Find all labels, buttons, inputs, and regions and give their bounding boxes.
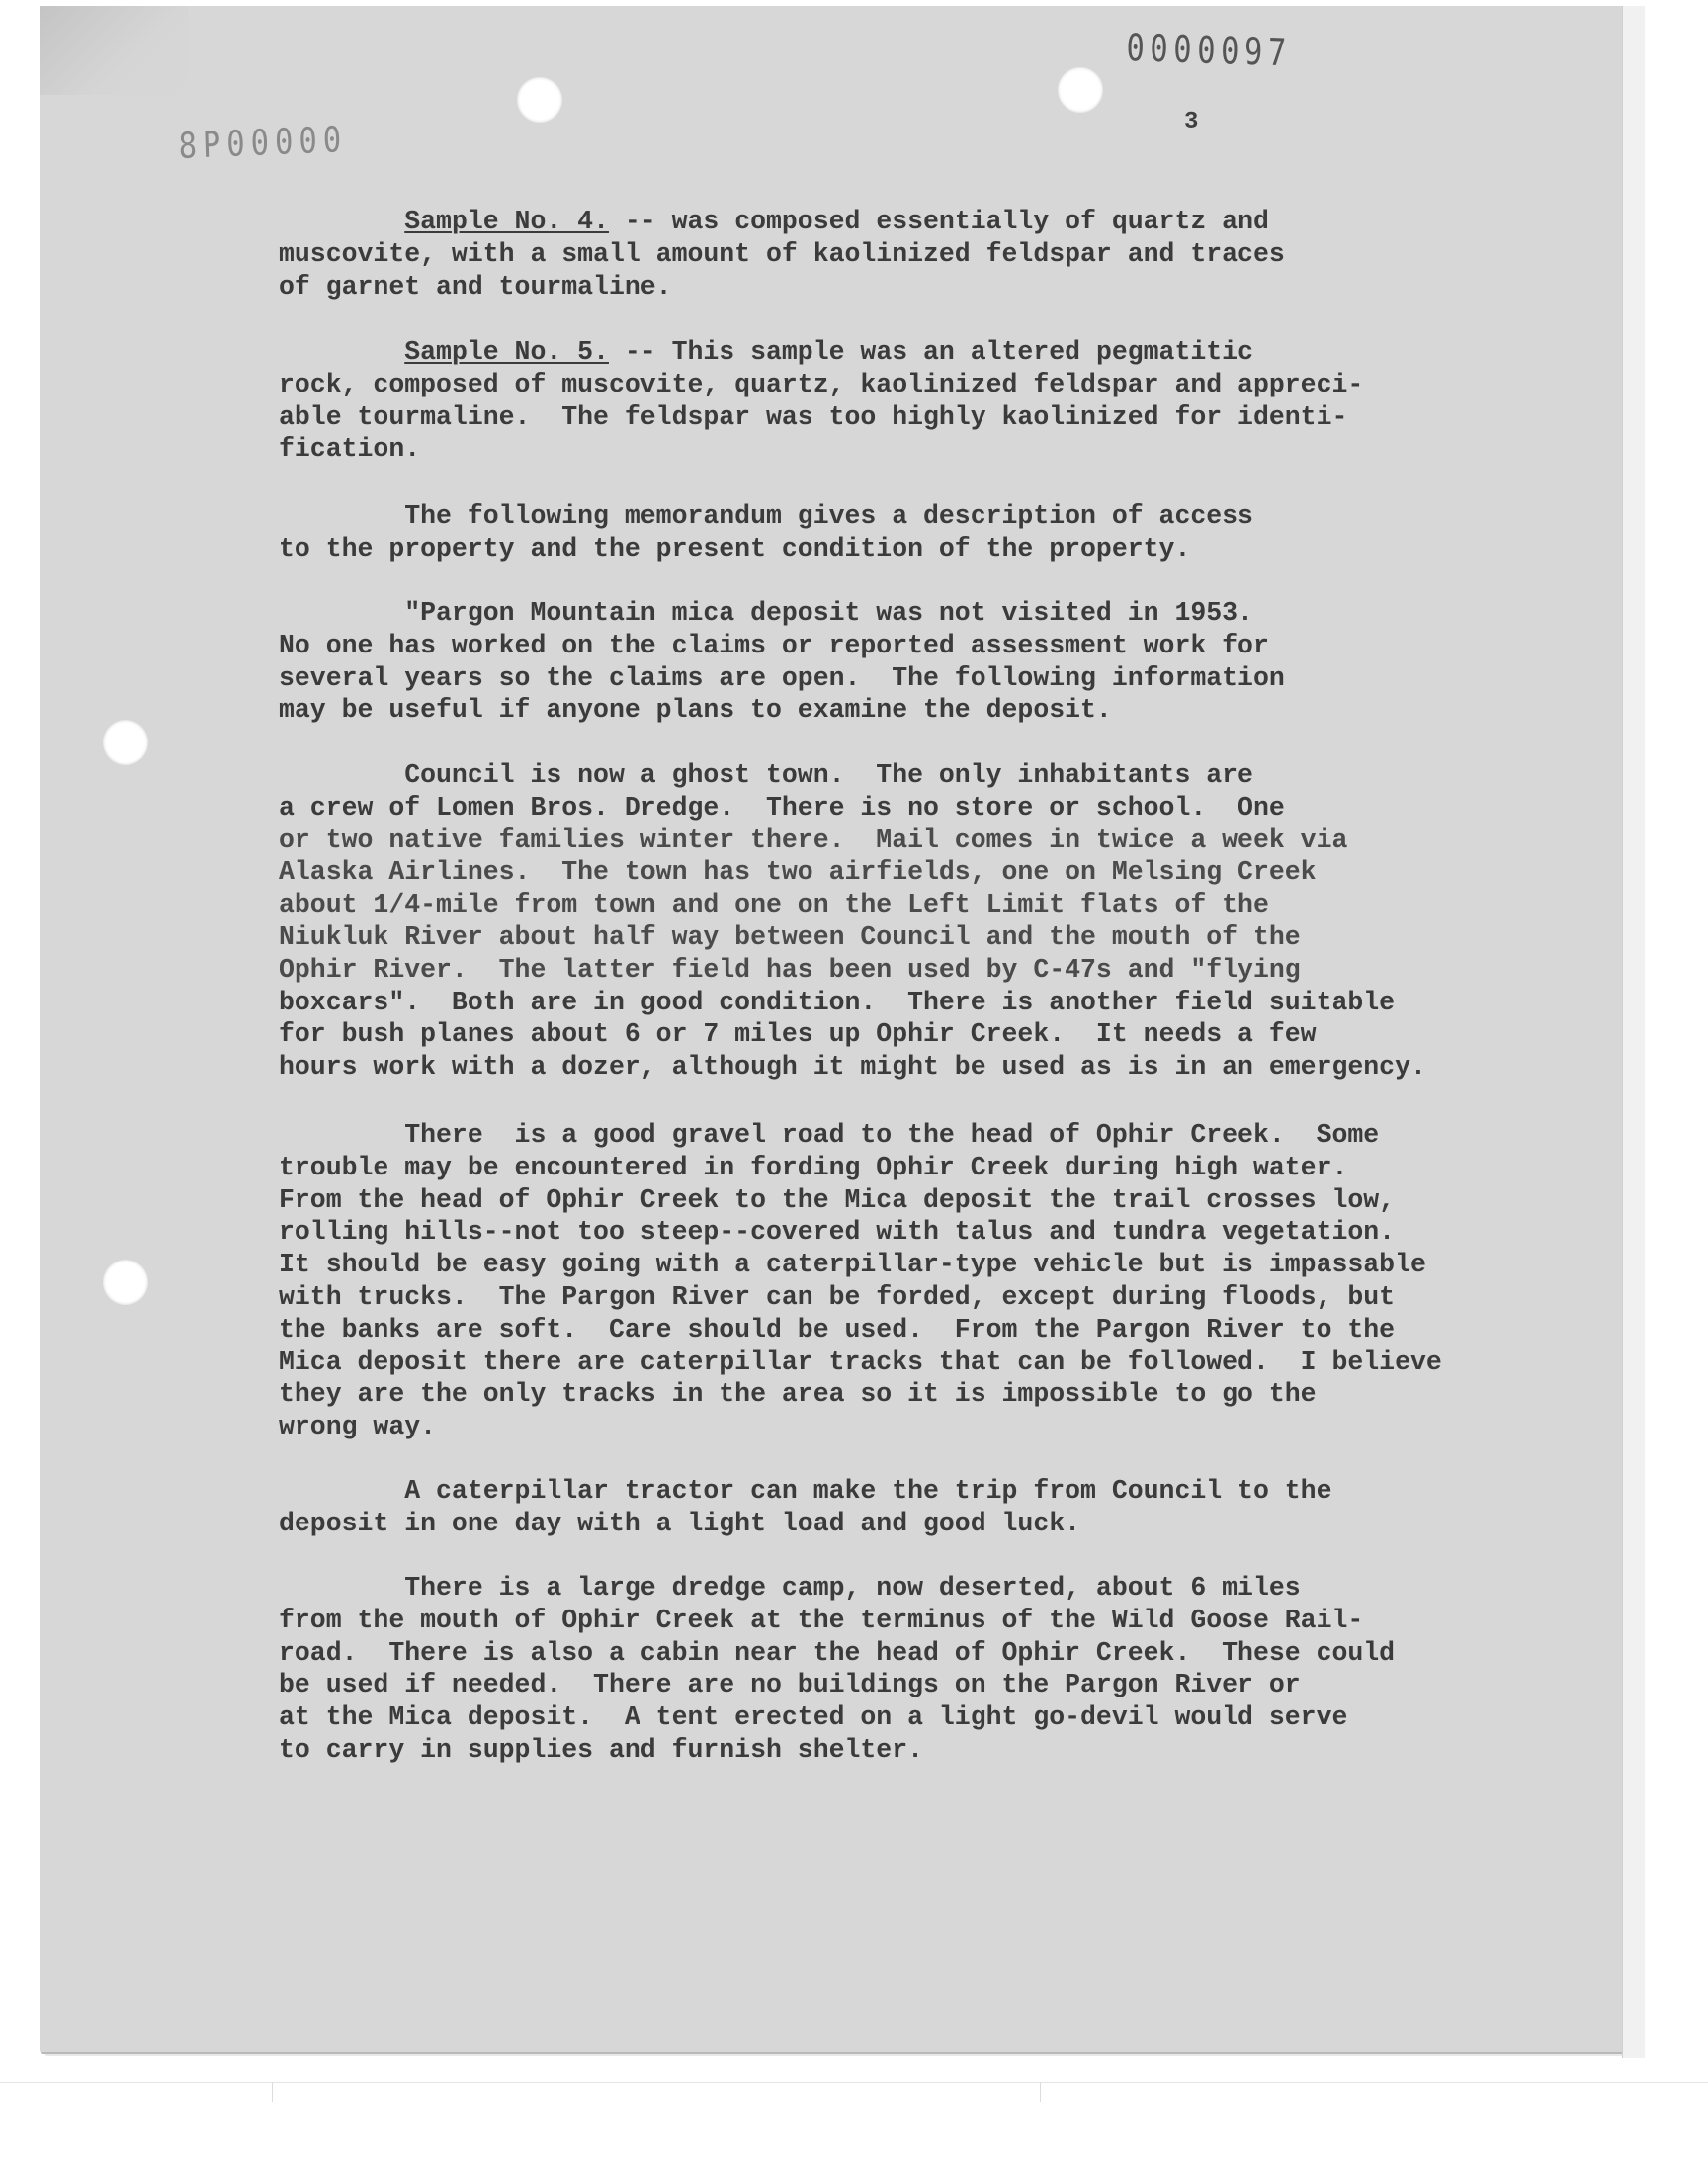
text-line: to carry in supplies and furnish shelter.: [279, 1734, 924, 1765]
paragraph-sample-4: [279, 206, 1514, 303]
text-line-continuation: -- This sample was an altered pegmatitic: [608, 337, 1253, 367]
scanner-margin-tick: [1040, 2082, 1041, 2102]
text-line: or two native families winter there. Mail comes in twice a week via: [279, 825, 1348, 855]
text-line: Council is now a ghost town. The only inhabitants are: [279, 760, 1253, 790]
text-line: From the head of Ophir Creek to the Mica deposit the trail crosses low,: [279, 1184, 1396, 1215]
text-line: the banks are soft. Care should be used. From the Pargon River to the: [279, 1314, 1396, 1345]
text-line: muscovite, with a small amount of kaolinized feldspar and traces: [279, 238, 1285, 269]
text-line: [279, 336, 1514, 369]
paragraph-memo-shelter: [279, 1572, 1514, 1767]
text-line: at the Mica deposit. A tent erected on a light go-devil would serve: [279, 1702, 1348, 1733]
sample-5-heading: Sample No. 5.: [404, 337, 609, 367]
text-line: able tourmaline. The feldspar was too highly kaolinized for identi-: [279, 401, 1348, 432]
text-line: There is a good gravel road to the head of Ophir Creek. Some: [279, 1120, 1380, 1150]
paragraph-memo-intro: [279, 500, 1514, 566]
text-line: hours work with a dozer, although it might be used as is in an emergency.: [279, 1052, 1426, 1083]
document-number-stamp: 0000097: [1126, 26, 1293, 75]
punch-hole-side-upper: [103, 720, 148, 765]
text-line: of garnet and tourmaline.: [279, 271, 672, 302]
text-line: "Pargon Mountain mica deposit was not visited in 1953.: [279, 598, 1253, 628]
paragraph-memo-council: [279, 759, 1514, 1084]
sheet-edge: [1622, 6, 1645, 2058]
text-line: several years so the claims are open. The following information: [279, 662, 1285, 693]
punch-hole-top-right: [1058, 67, 1103, 113]
scanner-margin-tick: [272, 2082, 273, 2102]
text-line: road. There is also a cabin near the head of Ophir Creek. These could: [279, 1637, 1396, 1668]
text-line: Alaska Airlines. The town has two airfields, one on Melsing Creek: [279, 857, 1317, 888]
text-line: rock, composed of muscovite, quartz, kaolinized feldspar and appreci-: [279, 369, 1364, 399]
text-line: It should be easy going with a caterpillar-type vehicle but is impassable: [279, 1250, 1426, 1280]
paragraph-memo-route: [279, 1119, 1514, 1443]
text-line: to the property and the present condition of the property.: [279, 533, 1191, 564]
text-line: Niukluk River about half way between Council and the mouth of the: [279, 921, 1301, 952]
text-line: wrong way.: [279, 1412, 437, 1442]
paragraph-sample-5: [279, 336, 1514, 466]
text-line: rolling hills--not too steep--covered with talus and tundra vegetation.: [279, 1217, 1396, 1248]
text-line: fication.: [279, 434, 421, 465]
text-line: a crew of Lomen Bros. Dredge. There is no store or school. One: [279, 792, 1285, 823]
text-line: they are the only tracks in the area so it is impossible to go the: [279, 1379, 1317, 1410]
text-line: from the mouth of Ophir Creek at the terminus of the Wild Goose Rail-: [279, 1605, 1364, 1635]
text-line: for bush planes about 6 or 7 miles up Ophir Creek. It needs a few: [279, 1019, 1317, 1050]
text-line: Ophir River. The latter field has been used by C-47s and "flying: [279, 954, 1301, 985]
text-line: may be useful if anyone plans to examine the deposit.: [279, 695, 1112, 726]
scanner-margin-line: [0, 2082, 1708, 2083]
archive-number-stamp: 8P00000: [178, 119, 348, 167]
text-line: boxcars". Both are in good condition. There is another field suitable: [279, 987, 1396, 1017]
punch-hole-side-lower: [103, 1260, 148, 1305]
paragraph-memo-tractor: [279, 1475, 1514, 1540]
paragraph-memo-status: [279, 597, 1514, 727]
text-line: be used if needed. There are no buildings on the Pargon River or: [279, 1670, 1301, 1700]
text-line: A caterpillar tractor can make the trip from Council to the: [279, 1476, 1332, 1506]
text-line: There is a large dredge camp, now deserted, about 6 miles: [279, 1573, 1301, 1603]
text-line: Mica deposit there are caterpillar tracks that can be followed. I believe: [279, 1347, 1442, 1377]
page-number: 3: [1184, 109, 1199, 135]
text-line: [279, 206, 1514, 238]
text-line-continuation: -- was composed essentially of quartz and: [608, 207, 1269, 236]
text-line: The following memorandum gives a description of access: [279, 501, 1253, 531]
text-line: trouble may be encountered in fording Ophir Creek during high water.: [279, 1152, 1348, 1182]
text-line: No one has worked on the claims or reported assessment work for: [279, 630, 1269, 660]
sample-4-heading: Sample No. 4.: [404, 207, 609, 236]
text-line: with trucks. The Pargon River can be forded, except during floods, but: [279, 1281, 1396, 1312]
punch-hole-top-left: [517, 77, 562, 123]
text-line: deposit in one day with a light load and good luck.: [279, 1508, 1081, 1538]
text-line: about 1/4-mile from town and one on the Left Limit flats of the: [279, 890, 1269, 920]
